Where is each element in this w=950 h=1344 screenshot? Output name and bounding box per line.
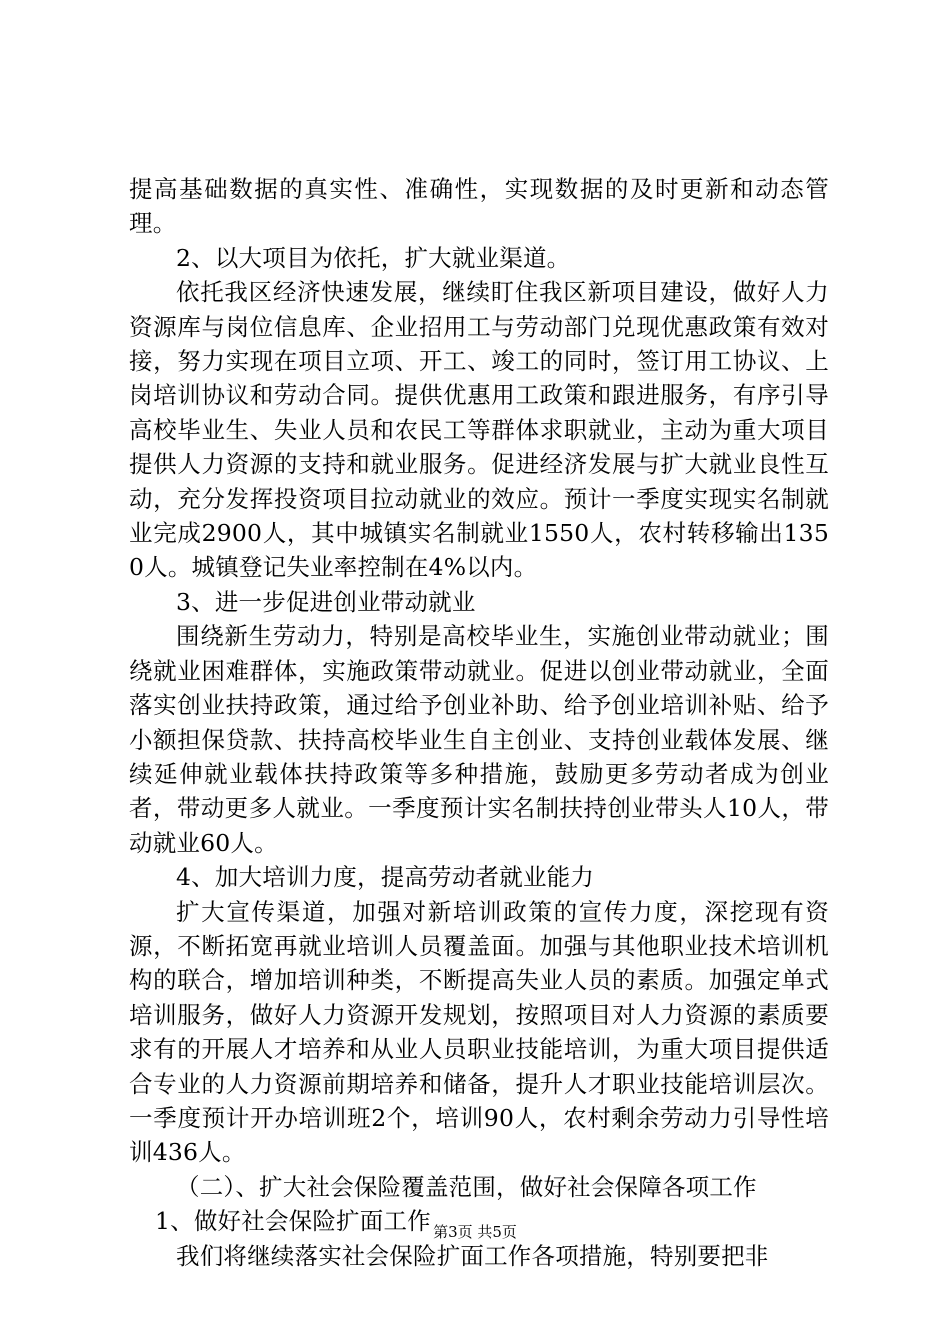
subheading-item-1: 1、做好社会保险扩面工作 <box>155 1207 431 1236</box>
page-number: 第3页 <box>433 1223 473 1241</box>
paragraph-training: 扩大宣传渠道，加强对新培训政策的宣传力度，深挖现有资源，不断拓宽再就业培训人员覆盖面。加强与其他职业技术培训机构的联合，增加培训种类，不断提高失业人员的素质。加强定单式培训服务，做好人力资源开发规划，按照项目对人力资源的素质要求有的开展人才培养和从业人员职业技能培训，为重大项目提供适合专业的人力资源前期培养和储备，提升人才职业技能培训层次。一季度预计开办培训班2个，培训90人，农村剩余劳动力引导性培训436人。 <box>129 897 829 1167</box>
paragraph-entrepreneurship: 围绕新生劳动力，特别是高校毕业生，实施创业带动就业；围绕就业困难群体，实施政策带动就业。促进以创业带动就业，全面落实创业扶持政策，通过给予创业补助、给予创业培训补贴、给予小额担保贷款、扶持高校毕业生自主创业、支持创业载体发展、继续延伸就业载体扶持政策等多种措施，鼓励更多劳动者成为创业者，带动更多人就业。一季度预计实名制扶持创业带头人10人，带动就业60人。 <box>129 622 829 857</box>
document-body <box>129 172 829 1273</box>
section-heading-2: （二）、扩大社会保险覆盖范围，做好社会保障各项工作 <box>176 1172 757 1201</box>
heading-item-4: 4、加大培训力度，提高劳动者就业能力 <box>176 863 595 892</box>
paragraph-continuation: 提高基础数据的真实性、准确性，实现数据的及时更新和动态管理。 <box>129 175 829 238</box>
heading-item-2: 2、以大项目为依托，扩大就业渠道。 <box>176 243 571 272</box>
page-total: 共5页 <box>477 1223 517 1241</box>
page-footer <box>0 1222 950 1242</box>
paragraph-project-employment: 依托我区经济快速发展，继续盯住我区新项目建设，做好人力资源库与岗位信息库、企业招用工与劳动部门兑现优惠政策有效对接，努力实现在项目立项、开工、竣工的同时，签订用工协议、上岗培训协议和劳动合同。提供优惠用工政策和跟进服务，有序引导高校毕业生、失业人员和农民工等群体求职就业，主动为重大项目提供人力资源的支持和就业服务。促进经济发展与扩大就业良性互动，充分发挥投资项目拉动就业的效应。预计一季度实现实名制就业完成2900人，其中城镇实名制就业1550人，农村转移输出1350人。城镇登记失业率控制在4%以内。 <box>129 278 829 582</box>
heading-item-3: 3、进一步促进创业带动就业 <box>176 587 476 616</box>
paragraph-social-insurance: 我们将继续落实社会保险扩面工作各项措施，特别要把非 <box>176 1241 769 1270</box>
